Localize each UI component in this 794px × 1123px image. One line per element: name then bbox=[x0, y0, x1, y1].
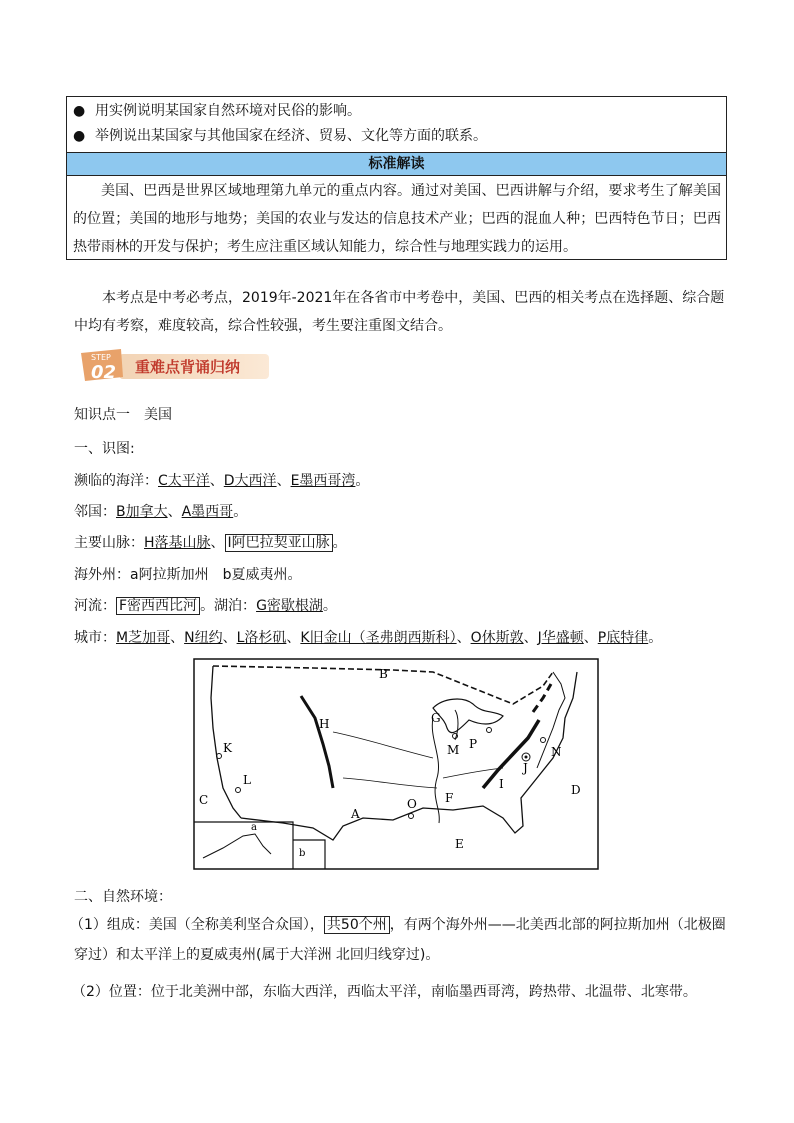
map-label-n: N bbox=[551, 745, 562, 759]
interpretation-text: 美国、巴西是世界区域地理第九单元的重点内容。通过对美国、巴西讲解与介绍，要求考生了解美国的位置；美国的地形与地势；美国的农业与发达的信息技术产业；巴西的混血人种；巴西特色节日；巴西热带雨林的开发与保护；考生应注重区域认知能力，综合性与地理实践力的运用。 bbox=[73, 183, 721, 255]
map-label-l: L bbox=[243, 773, 251, 787]
map-label-f: F bbox=[445, 791, 454, 805]
neighbors-line: 邻国：B加拿大、A墨西哥。 bbox=[74, 504, 248, 520]
map-label-d: D bbox=[571, 783, 581, 797]
standards-table bbox=[66, 96, 727, 260]
nature-item-2: （2）位置：位于北美洲中部，东临大西洋，西临太平洋，南临墨西哥湾，跨热带、北温带、北寒带。 bbox=[72, 984, 697, 1000]
map-label-e: E bbox=[455, 837, 464, 851]
map-label-a: A bbox=[351, 807, 360, 821]
cities-line: 城市：M芝加哥、N纽约、L洛杉矶、K旧金山（圣弗朗西斯科）、O休斯敦、J华盛顿、P底特律。 bbox=[74, 630, 663, 646]
step-badge-graphic bbox=[79, 349, 271, 381]
subheading-map: 一、识图: bbox=[74, 441, 135, 457]
section-title: 标准解读 bbox=[67, 152, 726, 176]
map-label-o: O bbox=[407, 797, 417, 811]
nature-heading: 二、自然环境： bbox=[74, 889, 172, 905]
map-label-b: B bbox=[379, 667, 388, 681]
step-title: 重难点背诵归纳 bbox=[135, 358, 241, 376]
map-label-i: I bbox=[499, 777, 504, 791]
map-label-h: H bbox=[319, 717, 330, 731]
map-label-m: M bbox=[447, 743, 460, 757]
map-label-j: J bbox=[523, 761, 528, 775]
usa-map bbox=[193, 658, 599, 870]
knowledge-heading: 知识点一 美国 bbox=[74, 407, 172, 423]
step-label: STEP bbox=[91, 353, 111, 362]
bullet-icon: ● bbox=[73, 103, 86, 119]
map-label-c: C bbox=[199, 793, 209, 807]
bullet-item: ● 举例说出某国家与其他国家在经济、贸易、文化等方面的联系。 bbox=[73, 128, 487, 144]
bullet-item: ● 用实例说明某国家自然环境对民俗的影响。 bbox=[73, 103, 361, 119]
step-badge bbox=[79, 349, 271, 381]
map-label-k: K bbox=[223, 741, 232, 755]
mountains-line: 主要山脉：H落基山脉、 I阿巴拉契亚山脉 。 bbox=[74, 535, 347, 551]
oceans-line: 濒临的海洋：C太平洋、D大西洋、E墨西哥湾。 bbox=[74, 473, 370, 489]
usa-map-graphic bbox=[193, 658, 599, 870]
map-label-p: P bbox=[469, 737, 478, 751]
bullet-icon: ● bbox=[73, 128, 86, 144]
rivers-line: 河流： F密西西比河 。湖泊：G密歇根湖。 bbox=[74, 598, 337, 614]
map-label-alaska: a bbox=[251, 822, 257, 833]
intro-paragraph: 本考点是中考必考点，2019年-2021年在各省市中考卷中，美国、巴西的相关考点在选择题、综合题中均有考察，难度较高，综合性较强，考生要注重图文结合。 bbox=[74, 290, 725, 334]
map-label-hawaii: b bbox=[299, 848, 306, 859]
step-number: 02 bbox=[91, 362, 117, 381]
overseas-line: 海外州：a阿拉斯加州 b夏威夷州。 bbox=[74, 567, 302, 583]
map-label-g: G bbox=[431, 711, 441, 725]
nature-item-1: （1）组成：美国（全称美利坚合众国）， 共50个州 ，有两个海外州——北美西北部的阿拉斯加州（北极圈穿过）和太平洋上的夏威夷州(属于大洋洲 北回归线穿过)。 bbox=[70, 917, 726, 963]
